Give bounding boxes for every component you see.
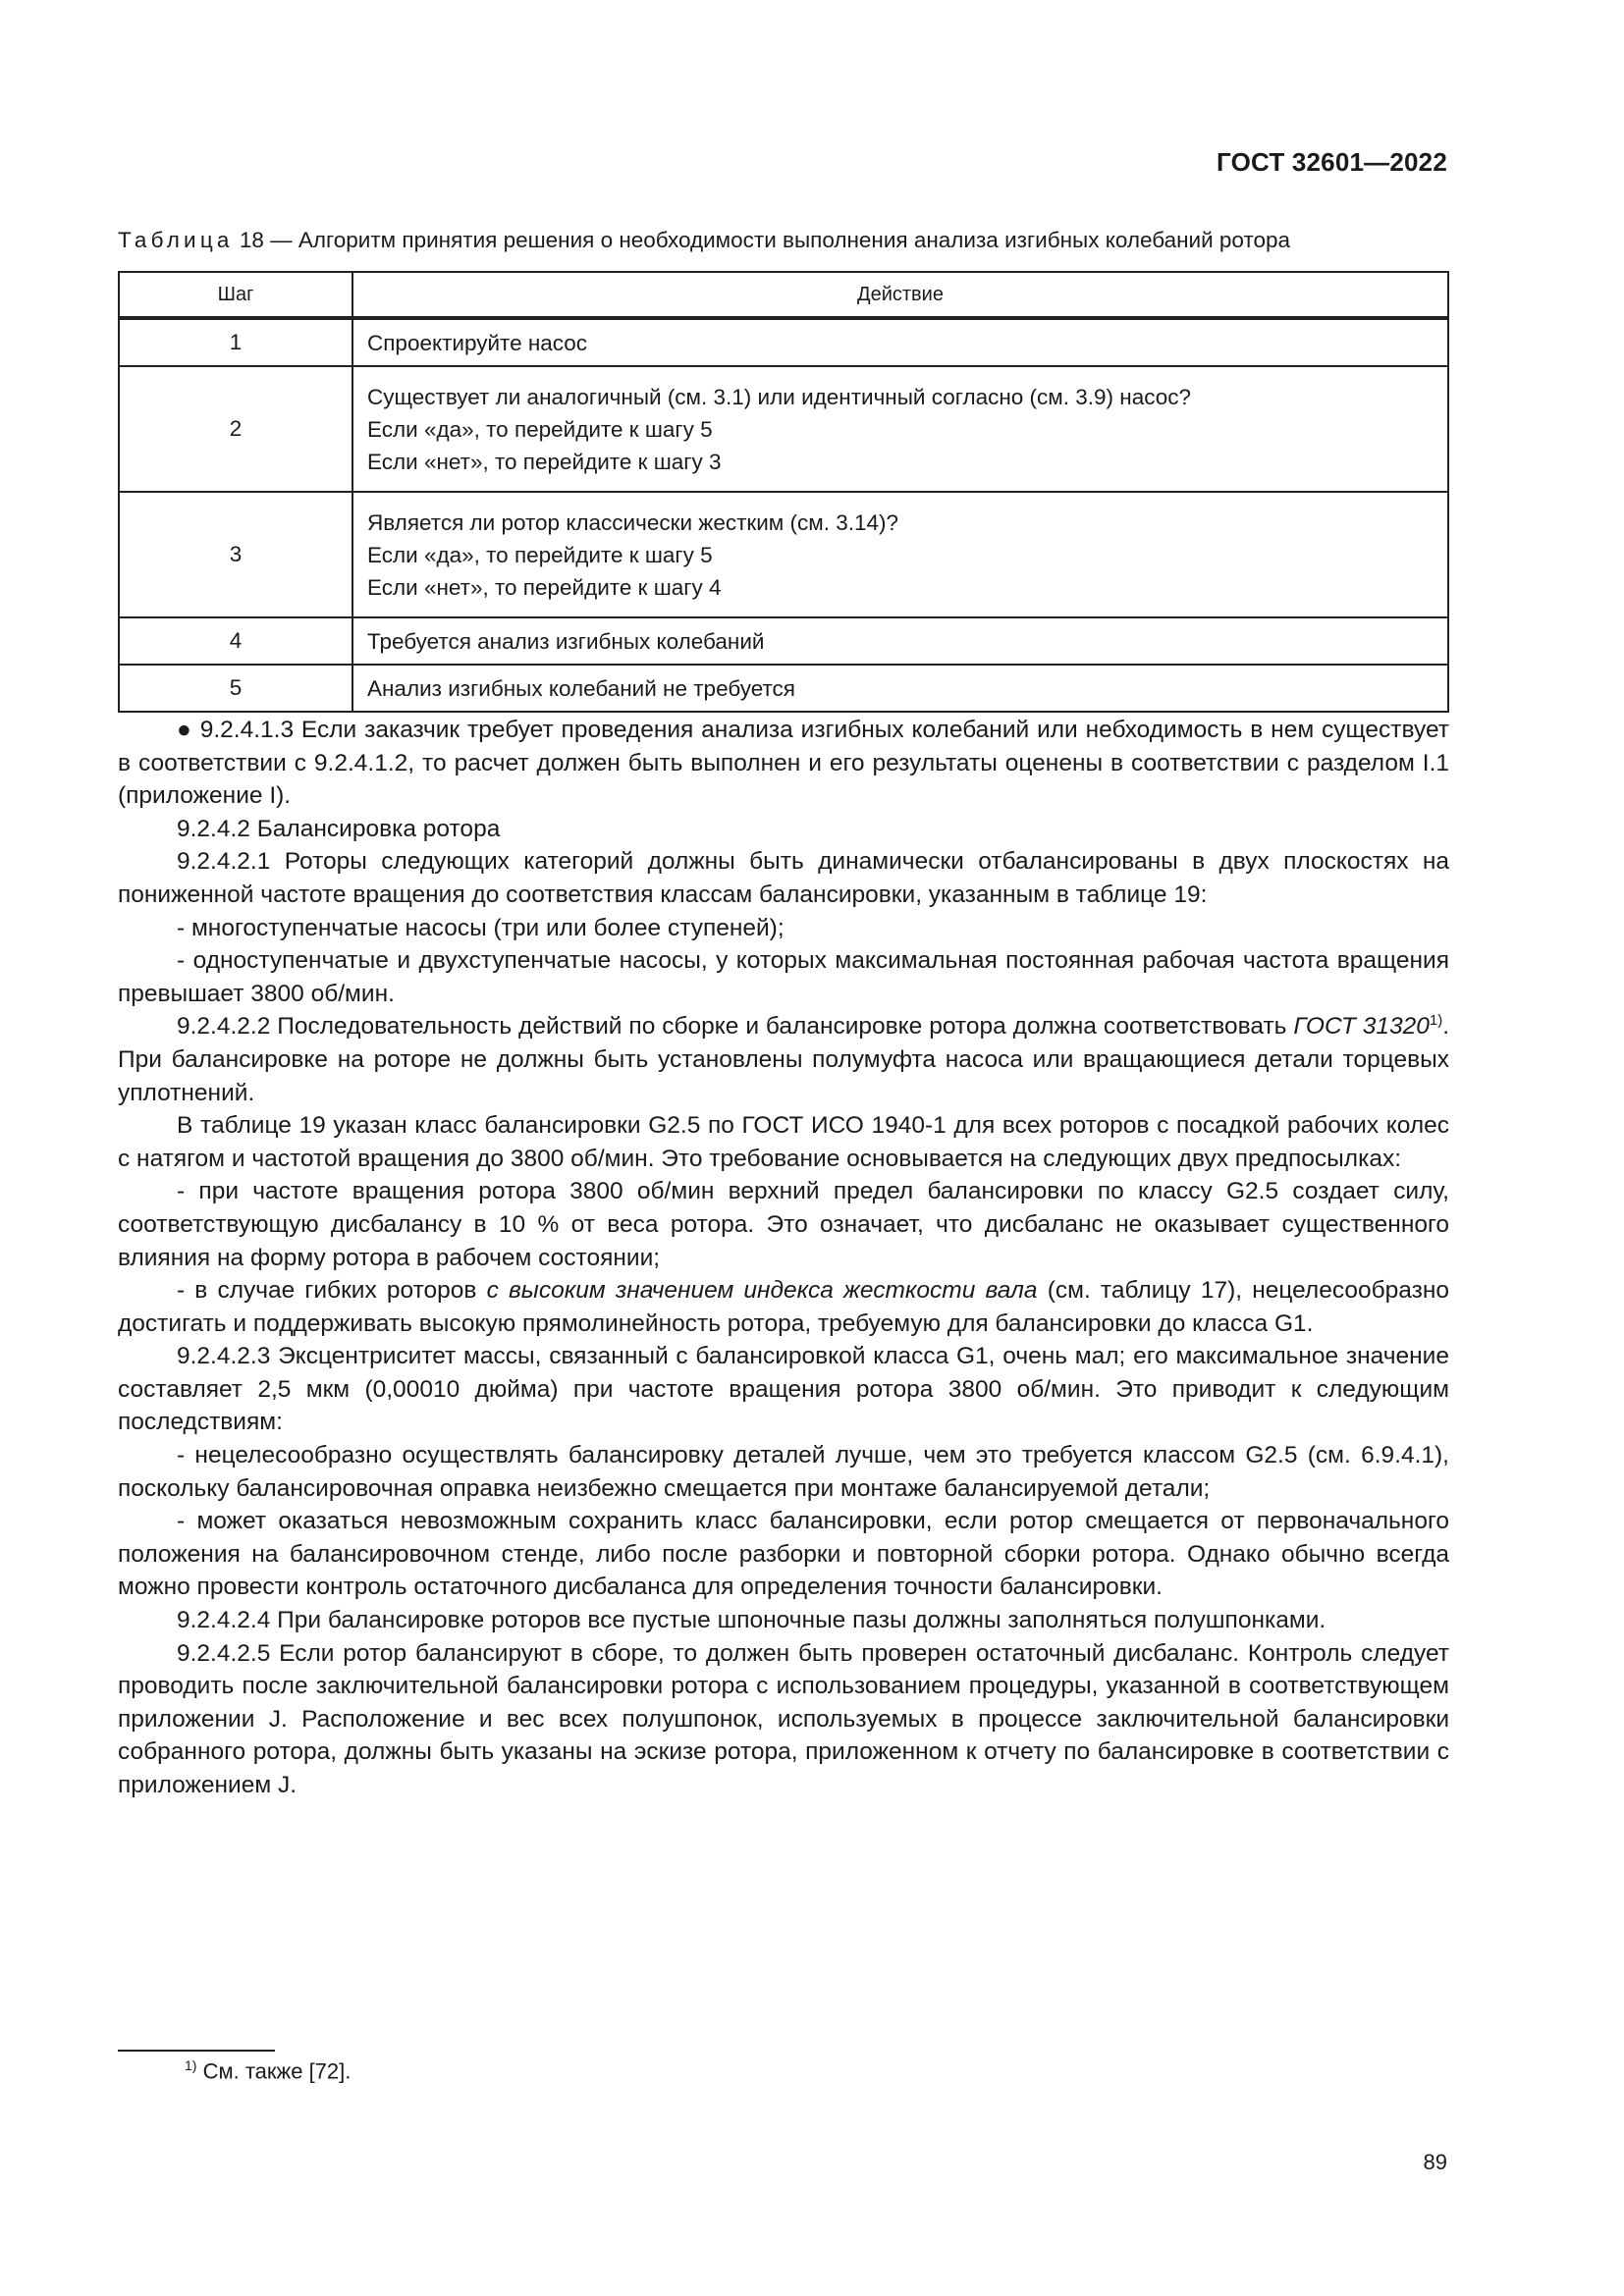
step-number: 2 [119, 366, 352, 492]
action-line: Если «нет», то перейдите к шагу 3 [367, 449, 722, 474]
list-item: - может оказаться невозможным сохранить класс балансировки, если ротор смещается от первоначального положения на балансировочном стенде, либо после разборки и повторной сборки ротора. Однако обычно всегда можно провести контроль остаточного дисбаланса для определения точности балансировки. [118, 1508, 1449, 1601]
footnote-ref: 1) [1429, 1012, 1443, 1030]
term-italic: с высоким значением индекса жесткости вала [486, 1277, 1038, 1305]
step-action [352, 366, 1448, 492]
step-number: 4 [119, 617, 352, 665]
action-line: Является ли ротор классически жестким (см. 3.14)? [367, 509, 899, 535]
list-item [118, 1274, 1449, 1340]
step-action [352, 318, 1448, 366]
table-header-row [119, 272, 1448, 318]
col-header-action: Действие [352, 272, 1448, 318]
paragraph-9-2-4-2-2 [118, 1010, 1449, 1109]
table-row [119, 318, 1448, 366]
paragraph-9-2-4-2-3: 9.2.4.2.3 Эксцентриситет массы, связанный с балансировкой класса G1, очень мал; его максимальное значение составляет 2,5 мкм (0,00010 дюйма) при частоте вращения ротора 3800 об/мин. Это приводит к следующим последствиям: [118, 1343, 1449, 1436]
table-row [119, 665, 1448, 712]
standard-code: ГОСТ 32601—2022 [1217, 147, 1447, 177]
table-row [119, 617, 1448, 665]
footnote-text: См. также [72]. [202, 2058, 352, 2084]
footnote [185, 2057, 351, 2084]
footnote-marker: 1) [185, 2057, 197, 2073]
action-line: Если «да», то перейдите к шагу 5 [367, 416, 713, 442]
table-caption-label: Таблица [118, 228, 234, 252]
paragraph-9-2-4-2-4: 9.2.4.2.4 При балансировке роторов все пустые шпоночные пазы должны заполняться полушпонками. [177, 1607, 1326, 1634]
body-text [118, 714, 1449, 1802]
list-item: - одноступенчатые и двухступенчатые насосы, у которых максимальная постоянная рабочая частота вращения превышает 3800 об/мин. [118, 947, 1449, 1007]
action-line: Требуется анализ изгибных колебаний [367, 628, 765, 654]
table-caption [118, 228, 1453, 253]
list-item: - при частоте вращения ротора 3800 об/мин верхний предел балансировки по классу G2.5 создает силу, соответствующую дисбалансу в 10 % от веса ротора. Это означает, что дисбаланс не оказывает существенного влияния на форму ротора в рабочем состоянии; [118, 1178, 1449, 1271]
step-number: 3 [119, 492, 352, 617]
step-action [352, 617, 1448, 665]
step-action [352, 665, 1448, 712]
text-run: - в случае гибких роторов [177, 1277, 487, 1305]
page-number: 89 [1423, 2150, 1447, 2174]
paragraph-9-2-4-2-5: 9.2.4.2.5 Если ротор балансируют в сборе, то должен быть проверен остаточный дисбаланс. Контроль следует проводить после заключительной балансировки ротора с использованием процедуры, указанной в соответствующем приложении J. Расположение и вес всех полушпонок, используемых в процессе заключительной балансировки собранного ротора, должны быть указаны на эскизе ротора, приложенном к отчету по балансировке в соответствии с приложением J. [118, 1639, 1449, 1798]
action-line: Если «да», то перейдите к шагу 5 [367, 542, 713, 567]
table-caption-title: 18 — Алгоритм принятия решения о необходимости выполнения анализа изгибных колебаний ротора [239, 228, 1291, 252]
action-line: Анализ изгибных колебаний не требуется [367, 675, 795, 701]
step-number: 5 [119, 665, 352, 712]
action-line: Существует ли аналогичный (см. 3.1) или идентичный согласно (см. 3.9) насос? [367, 384, 1191, 409]
text-run: . При балансировке на роторе не должны быть установлены полумуфта насоса или вращающиеся детали торцевых уплотнений. [118, 1013, 1450, 1106]
standard-reference: ГОСТ 31320 [1293, 1013, 1430, 1041]
step-number: 1 [119, 318, 352, 366]
paragraph-9-2-4-2-1: 9.2.4.2.1 Роторы следующих категорий должны быть динамически отбалансированы в двух плоскостях на пониженной частоте вращения до соответствия классам балансировки, указанным в таблице 19: [118, 848, 1449, 908]
action-line: Если «нет», то перейдите к шагу 4 [367, 574, 722, 600]
table-row [119, 366, 1448, 492]
footnote-divider [118, 2050, 275, 2052]
table-row [119, 492, 1448, 617]
paragraph: В таблице 19 указан класс балансировки G2.5 по ГОСТ ИСО 1940-1 для всех роторов с посадкой рабочих колес с натягом и частотой вращения до 3800 об/мин. Это требование основывается на следующих двух предпосылках: [118, 1112, 1449, 1172]
list-item: - нецелесообразно осуществлять балансировку деталей лучше, чем это требуется классом G2.5 (см. 6.9.4.1), поскольку балансировочная оправка неизбежно смещается при монтаже балансируемой детали; [118, 1442, 1449, 1502]
step-action [352, 492, 1448, 617]
col-header-step: Шаг [119, 272, 352, 318]
list-item: - многоступенчатые насосы (три или более ступеней); [177, 914, 785, 941]
text-run: (см. таблицу 17), нецелесообразно достигать и поддерживать высокую прямолинейность ротора, требуемую для балансировки до класса G1. [118, 1277, 1450, 1337]
text-run: 9.2.4.2.2 Последовательность действий по сборке и балансировке ротора должна соответствовать [177, 1013, 1294, 1041]
section-heading-9-2-4-2: 9.2.4.2 Балансировка ротора [177, 815, 501, 842]
paragraph-9-2-4-1-3: ● 9.2.4.1.3 Если заказчик требует проведения анализа изгибных колебаний или небходимость в нем существует в соответствии с 9.2.4.1.2, то расчет должен быть выполнен и его результаты оценены в соответствии с разделом I.1 (приложение I). [118, 717, 1449, 810]
algorithm-table [118, 271, 1449, 713]
action-line: Спроектируйте насос [367, 330, 588, 355]
